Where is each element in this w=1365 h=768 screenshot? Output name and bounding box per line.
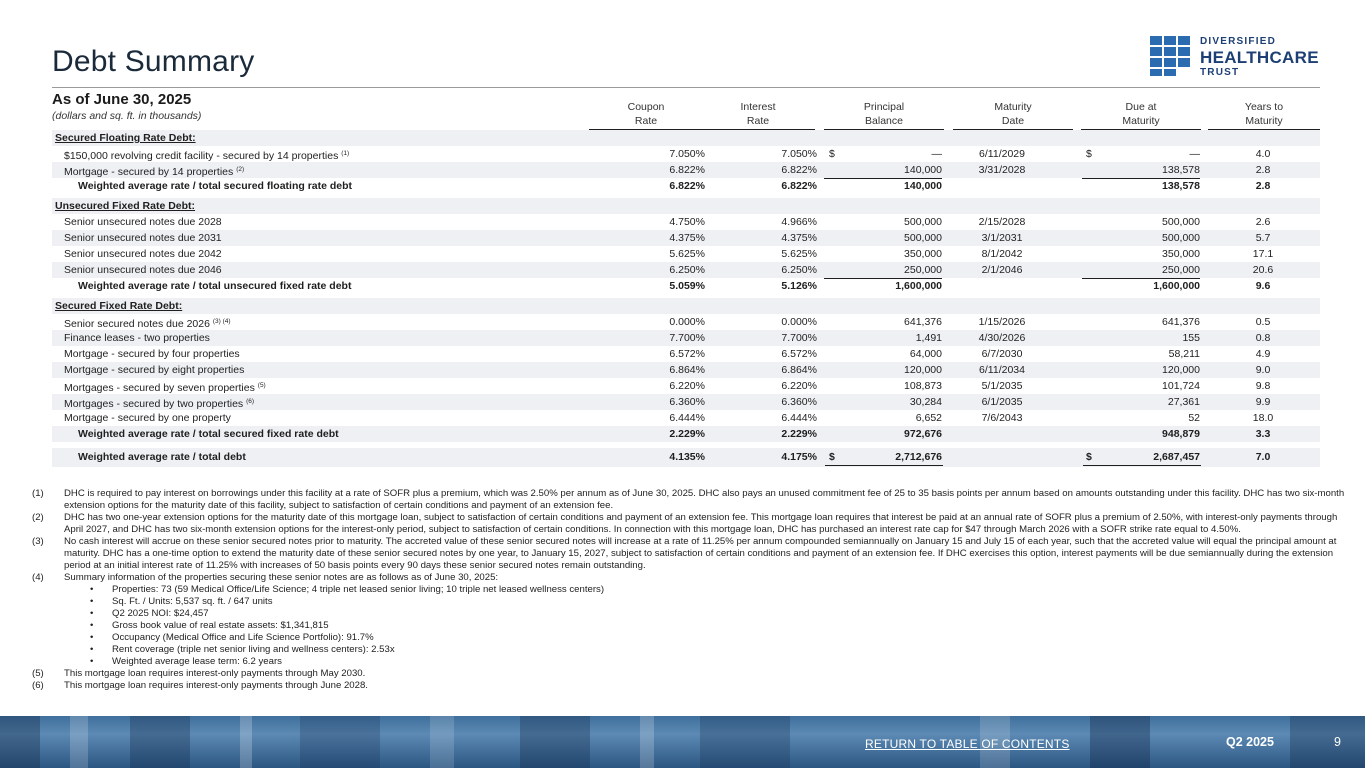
column-header-due-at-maturity: Due at Maturity <box>1081 100 1201 130</box>
grand-total-row: Weighted average rate / total debt 4.135% 4.175% $ 2,712,676 $ 2,687,457 7.0 <box>52 448 1320 467</box>
list-item: • Properties: 73 (59 Medical Office/Life Science; 4 triple net leased senior living; 10 triple net leased wellness centers) <box>90 584 605 595</box>
subtotal-row-unsecured-fixed: Weighted average rate / total unsecured fixed rate debt 5.059% 5.126% 1,600,000 1,600,000 9.6 <box>78 280 1271 292</box>
list-item: • Weighted average lease term: 6.2 years <box>90 656 282 667</box>
table-row: Senior secured notes due 2026 $^{(3) (4)}$ 0.000% 0.000% 641,376 1/15/2026 641,376 0.5 <box>64 316 1271 330</box>
company-logo <box>1150 36 1320 76</box>
as-of-date: As of June 30, 2025 <box>52 91 192 108</box>
page-number: 9 <box>1334 735 1341 749</box>
return-to-toc-link[interactable]: RETURN TO TABLE OF CONTENTS <box>865 737 1070 751</box>
table-row: Mortgage - secured by eight properties 6.864% 6.864% 120,000 6/11/2034 120,000 9.0 <box>52 362 1320 378</box>
footnote-2: (2) DHC has two one-year extension options for the maturity date of this mortgage loan, subject to satisfaction of certain conditions and payment of an extension fee. This mortgage loan requires that interest be paid at an annual rate of SOFR plus a premium of 2.50%, with interest-only payments through April 2027, and DHC has two six-month extension options for the interest-only period, subject to satisfaction of certain conditions. In connection with this mortgage loan, DHC has purchased an interest rate cap for $47 through March 2026 with a SOFR strike rate equal to 4.50%. <box>32 512 1338 535</box>
list-item: • Occupancy (Medical Office and Life Science Portfolio): 91.7% <box>90 632 374 643</box>
column-header-maturity-date: Maturity Date <box>953 100 1073 130</box>
title-divider <box>52 87 1320 88</box>
column-header-years-to-maturity: Years to Maturity <box>1208 100 1320 130</box>
footer-quarter: Q2 2025 <box>1226 735 1274 749</box>
footnote-4: (4) Summary information of the properties securing these senior notes are as follows as of June 30, 2025: <box>32 572 499 583</box>
subtotal-row-secured-fixed: Weighted average rate / total secured fixed rate debt 2.229% 2.229% 972,676 948,879 3.3 <box>52 426 1320 442</box>
footnote-4-bullets <box>32 584 1352 668</box>
table-row: Senior unsecured notes due 2042 5.625% 5.625% 350,000 8/1/2042 350,000 17.1 <box>64 248 1274 260</box>
table-row: Mortgages - secured by two properties $^{(6)}$ 6.360% 6.360% 30,284 6/1/2035 27,361 9.9 <box>52 394 1320 410</box>
logo-line-2: HEALTHCARE <box>1200 48 1319 67</box>
column-header-principal-balance: Principal Balance <box>824 100 944 130</box>
units-note: (dollars and sq. ft. in thousands) <box>52 110 202 122</box>
logo-grid-icon <box>1150 36 1190 76</box>
table-row: Senior unsecured notes due 2031 4.375% 4.375% 500,000 3/1/2031 500,000 5.7 <box>52 230 1320 246</box>
table-row: Finance leases - two properties 7.700% 7.700% 1,491 4/30/2026 155 0.8 <box>52 330 1320 346</box>
table-row: Mortgages - secured by seven properties $^{(5)}$ 6.220% 6.220% 108,873 5/1/2035 101,724 9.8 <box>64 380 1271 394</box>
section-header-unsecured-fixed: Unsecured Fixed Rate Debt: <box>52 198 1320 214</box>
footnote-6: (6) This mortgage loan requires interest-only payments through June 2028. <box>32 680 368 691</box>
column-header-coupon-rate: Coupon Rate <box>589 100 703 130</box>
logo-line-1: DIVERSIFIED <box>1200 36 1276 47</box>
column-header-interest-rate: Interest Rate <box>701 100 815 130</box>
table-row: Senior unsecured notes due 2046 6.250% 6.250% 250,000 2/1/2046 250,000 20.6 <box>52 262 1320 278</box>
table-row: $150,000 revolving credit facility - secured by 14 properties $^{(1)}$ 7.050% 7.050% $ — 6/11/2029 $ — 4.0 <box>64 148 1271 162</box>
page-title: Debt Summary <box>52 45 255 78</box>
double-underline-due <box>1083 465 1201 466</box>
footnote-5: (5) This mortgage loan requires interest-only payments through May 2030. <box>32 668 366 679</box>
list-item: • Gross book value of real estate assets: $1,341,815 <box>90 620 329 631</box>
list-item: • Q2 2025 NOI: $24,457 <box>90 608 209 619</box>
debt-table <box>52 130 1320 467</box>
table-row: Mortgage - secured by 14 properties $^{(2)}$ 6.822% 6.822% 140,000 3/31/2028 138,578 2.8 <box>52 162 1320 178</box>
list-item: • Rent coverage (triple net senior living and wellness centers): 2.53x <box>90 644 395 655</box>
footnote-1: (1) DHC is required to pay interest on borrowings under this facility at a rate of SOFR plus a premium, which was 2.50% per annum as of June 30, 2025. DHC also pays an unused commitment fee of 25 to 35 basis points per annum based on amounts outstanding under this facility. DHC has two six-month extension options for the maturity date of this facility, subject to satisfaction of certain conditions and payment of an extension fee. <box>32 488 1345 511</box>
subtotal-row-secured-floating: Weighted average rate / total secured floating rate debt 6.822% 6.822% 140,000 138,578 2.8 <box>78 180 1271 192</box>
section-header-secured-fixed: Secured Fixed Rate Debt: <box>52 298 1320 314</box>
section-header-secured-floating: Secured Floating Rate Debt: <box>52 130 1320 146</box>
footer-banner <box>0 716 1365 768</box>
double-underline-principal <box>825 465 943 466</box>
table-row: Mortgage - secured by one property 6.444% 6.444% 6,652 7/6/2043 52 18.0 <box>52 410 1320 426</box>
table-row: Mortgage - secured by four properties 6.572% 6.572% 64,000 6/7/2030 58,211 4.9 <box>64 348 1271 360</box>
list-item: • Sq. Ft. / Units: 5,537 sq. ft. / 647 units <box>90 596 273 607</box>
footnote-3: (3) No cash interest will accrue on these senior secured notes prior to maturity. The accreted value of these senior secured notes will increase at a rate of 11.25% per annum compounded semiannually on January 15 and July 15 of each year, such that the accreted value will equal the principal amount at maturity. DHC has a one-time option to extend the maturity date of these senior secured notes by one year, to January 15, 2027, subject to satisfaction of certain conditions and payment of an extension fee. If DHC exercises this option, interest payments will be due semiannually during the extension period at an initial interest rate of 11.25% with increases of 50 basis points every 90 days these senior secured notes remain outstanding. <box>32 536 1337 571</box>
logo-line-3: TRUST <box>1200 67 1240 78</box>
table-row: Senior unsecured notes due 2028 4.750% 4.966% 500,000 2/15/2028 500,000 2.6 <box>64 216 1271 228</box>
footnotes <box>32 488 1352 692</box>
